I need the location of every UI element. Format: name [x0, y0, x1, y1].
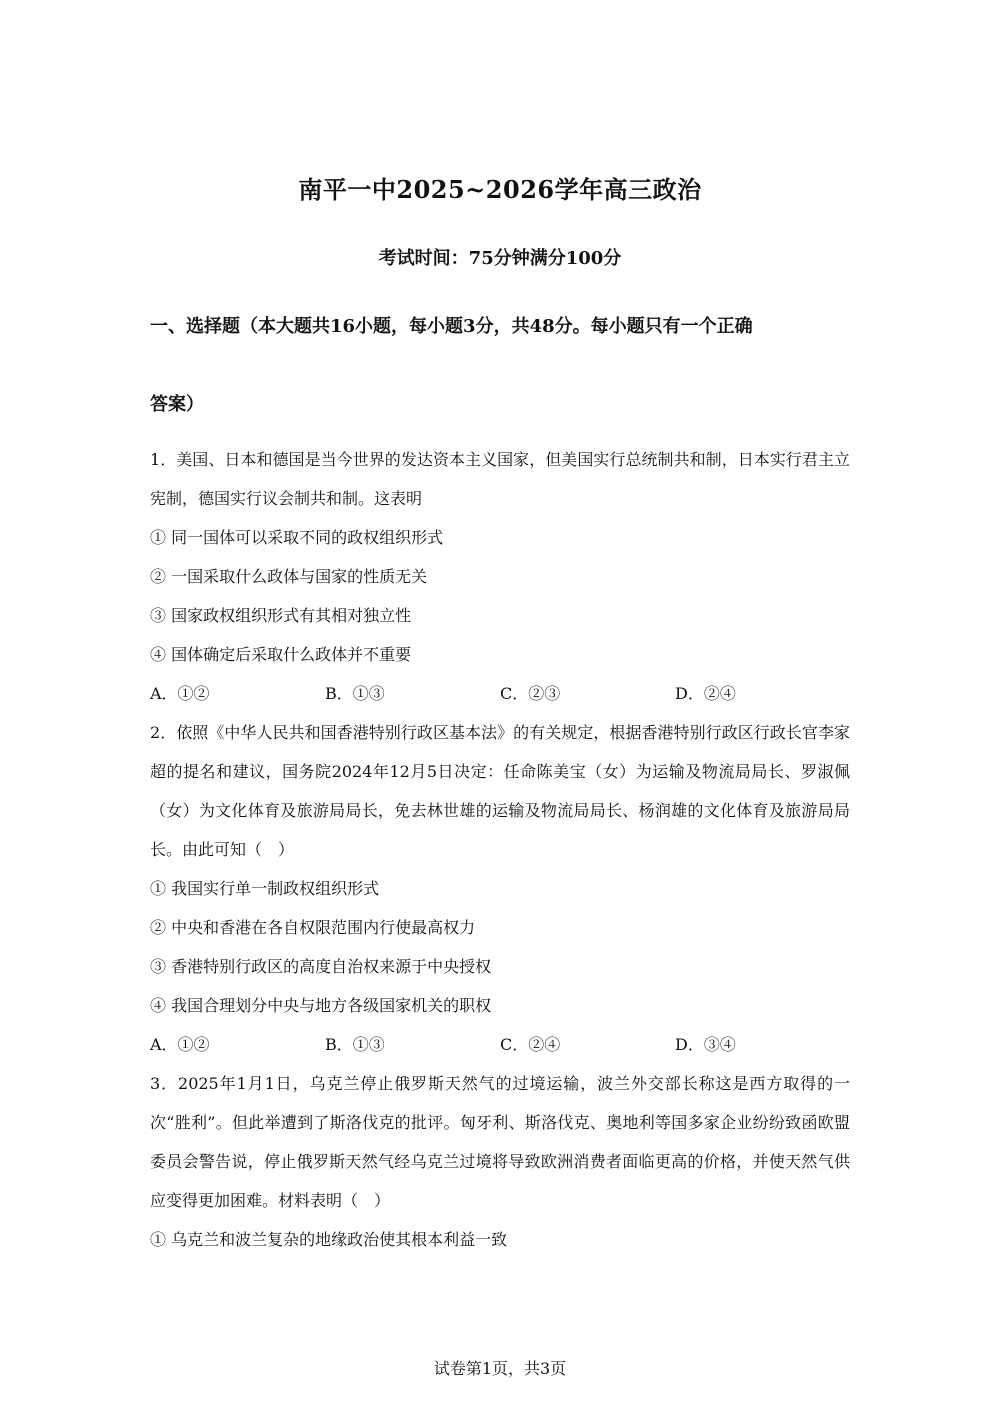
question-3 [150, 1064, 850, 1259]
question-stem: 1．美国、日本和德国是当今世界的发达资本主义国家，但美国实行总统制共和制，日本实行君主立宪制，德国实行议会制共和制。这表明 [150, 450, 850, 508]
answer-choices [150, 1025, 850, 1064]
question-list [150, 440, 850, 1259]
question-option: ① 同一国体可以采取不同的政权组织形式 [150, 528, 444, 547]
question-option: ④ 我国合理划分中央与地方各级国家机关的职权 [150, 996, 492, 1015]
question-1 [150, 440, 850, 713]
question-option: ② 中央和香港在各自权限范围内行使最高权力 [150, 918, 476, 937]
answer-choices [150, 674, 850, 713]
question-2 [150, 713, 850, 1064]
choice-b: B．①③ [325, 684, 385, 703]
question-option: ③ 国家政权组织形式有其相对独立性 [150, 606, 412, 625]
exam-info: 考试时间：75分钟满分100分 [378, 248, 622, 269]
question-option: ① 乌克兰和波兰复杂的地缘政治使其根本利益一致 [150, 1230, 508, 1249]
question-stem: 2．依照《中华人民共和国香港特别行政区基本法》的有关规定，根据香港特别行政区行政长官李家超的提名和建议，国务院2024年12月5日决定：任命陈美宝（女）为运输及物流局局长、罗淑佩（女）为文化体育及旅游局局长，免去林世雄的运输及物流局局长、杨润雄的文化体育及旅游局局长。由此可知（ ） [150, 723, 850, 859]
question-option: ① 我国实行单一制政权组织形式 [150, 879, 380, 898]
choice-a: A．①② [150, 684, 210, 703]
choice-d: D．③④ [675, 1035, 736, 1054]
question-stem: 3．2025年1月1日，乌克兰停止俄罗斯天然气的过境运输，波兰外交部长称这是西方取得的一次“胜利”。但此举遭到了斯洛伐克的批评。匈牙利、斯洛伐克、奥地利等国多家企业纷纷致函欧盟委员会警告说，停止俄罗斯天然气经乌克兰过境将导致欧洲消费者面临更高的价格，并使天然气供应变得更加困难。材料表明（ ） [150, 1074, 850, 1210]
choice-b: B．①③ [325, 1035, 385, 1054]
exam-title: 南平一中2025~2026学年高三政治 [298, 175, 702, 204]
question-option: ② 一国采取什么政体与国家的性质无关 [150, 567, 428, 586]
question-option: ④ 国体确定后采取什么政体并不重要 [150, 645, 412, 664]
question-option: ③ 香港特别行政区的高度自治权来源于中央授权 [150, 957, 492, 976]
choice-c: C．②④ [500, 1035, 561, 1054]
section-heading-line1: 一、选择题（本大题共16小题，每小题3分，共48分。每小题只有一个正确 [150, 316, 753, 337]
choice-c: C．②③ [500, 684, 561, 703]
choice-d: D．②④ [675, 684, 736, 703]
choice-a: A．①② [150, 1035, 210, 1054]
page-footer: 试卷第1页，共3页 [433, 1359, 567, 1378]
section-heading-line2: 答案） [150, 394, 204, 415]
